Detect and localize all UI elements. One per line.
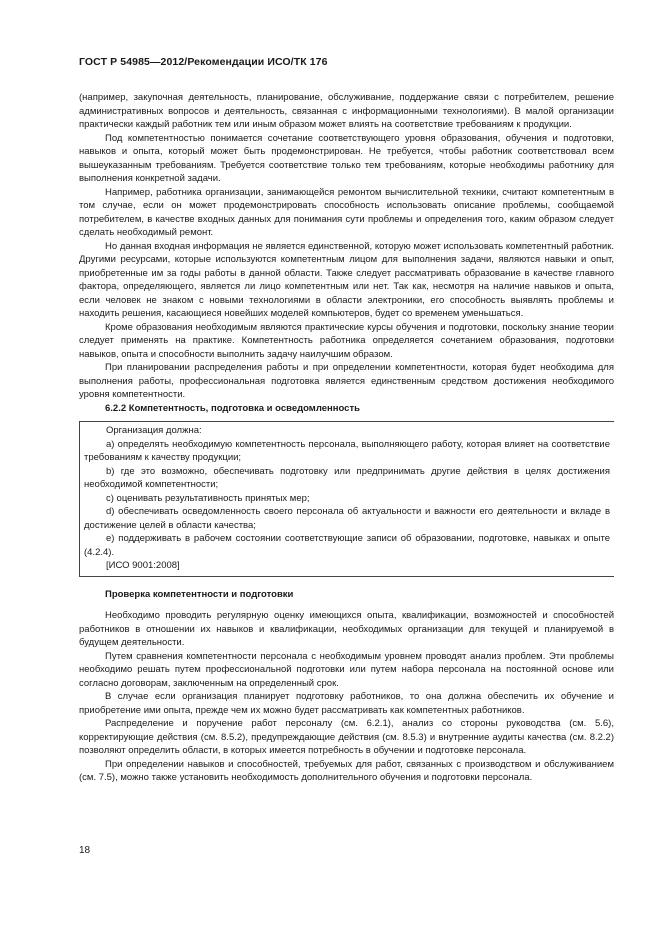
document-page: [79, 56, 614, 785]
paragraph: Необходимо проводить регулярную оценку имеющихся опыта, квалификации, возможностей и способностей работников в отношении их навыков и квалификации, необходимых организации для текущей и планируемой в будущем деятельности.: [79, 610, 614, 648]
paragraph: Но данная входная информация не является единственной, которую может использовать компетентный работник. Другими ресурсами, которые используются компетентным лицом для выполнения задачи, являются навыки и опыт, приобретенные им за годы работы в данной области. Также следует рассматривать образование в качестве главного фактора, определяющего, является ли лицо компетентным или нет. Так как, несмотря на наличие навыков и опыта, если человек не знаком с новыми технологиями в области электроники, его способность выявлять проблемы и находить решения, касающиеся новейших моделей компьютеров, будет со временем уменьшаться.: [79, 240, 614, 319]
quote-line: b) где это возможно, обеспечивать подготовку или предпринимать другие действия в целях достижения необходимой компетентности;: [84, 465, 610, 490]
quote-line: c) оценивать результативность принятых мер;: [106, 492, 310, 504]
section-verification: [79, 588, 614, 785]
quote-line: a) определять необходимую компетентность персонала, выполняющего работу, которая влияет на соответствие требованиям к качеству продукции;: [84, 438, 610, 463]
section-title: Проверка компетентности и подготовки: [105, 588, 294, 600]
paragraph: Кроме образования необходимым являются практические курсы обучения и подготовки, поскольку знание теории следует применять на практике. Компетентность работника определяется сочетанием образования, подготовки навыков, опыта и способности выполнить задачу наилучшим образом.: [79, 321, 614, 360]
paragraph: В случае если организация планирует подготовку работников, то она должна обеспечить их обучение и приобретение ими опыта, прежде чем их можно будет рассматривать как компетентных работников.: [79, 691, 614, 716]
document-header: ГОСТ Р 54985—2012/Рекомендации ИСО/ТК 176: [79, 56, 328, 68]
quote-line: e) поддерживать в рабочем состоянии соответствующие записи об образовании, подготовке, навыках и опыте (4.2.4).: [84, 533, 610, 558]
paragraph: Распределение и поручение работ персоналу (см. 6.2.1), анализ со стороны руководства (см. 5.6), корректирующие действия (см. 8.5.2), предупреждающие действия (см. 8.5.3) и внутренние аудиты качества (см. 8.2.2) позволяют определить области, в которых имеется потребность в обучении и подготовке персонала.: [79, 718, 614, 756]
standard-quote-box: [79, 421, 614, 577]
quote-reference: [ИСО 9001:2008]: [106, 560, 180, 571]
paragraph: Путем сравнения компетентности персонала с необходимым уровнем проводят анализ проблем. Эти проблемы необходимо решать путем профессиональной подготовки или путем набора персонала на постоянной основе или согласно договорам, заключенным на определенный срок.: [79, 650, 614, 689]
quote-line: d) обеспечивать осведомленность своего персонала об актуальности и важности его деятельности и вкладе в достижение целей в области качества;: [84, 506, 610, 531]
page-number: 18: [79, 845, 91, 856]
body-text: [79, 91, 614, 402]
subsection-title: 6.2.2 Компетентность, подготовка и осведомленность: [105, 402, 360, 414]
paragraph: Под компетентностью понимается сочетание соответствующего уровня образования, обучения и подготовки, навыков и опыта, который может быть продемонстрирован. Не требуется, чтобы работник соответствовал всем вышеуказанным требованиям. Требуется соответствие только тем требованиям, которые необходимы работнику для выполнения конкретной задачи.: [79, 132, 614, 184]
quote-line: Организация должна:: [106, 425, 202, 436]
paragraph: При планировании распределения работы и при определении компетентности, которая будет необходима для выполнения работы, профессиональная подготовка является единственным средством достижения необходимого уровня компетентности.: [79, 362, 614, 400]
paragraph: (например, закупочная деятельность, планирование, обслуживание, поддержание связи с потребителем, решение административных вопросов и деятельность, связанная с информационными технологиями). В малой организации практически каждый работник тем или иным образом может влиять на соответствие требованиям к продукции.: [79, 92, 614, 130]
paragraph: При определении навыков и способностей, требуемых для работ, связанных с производством и обслуживанием (см. 7.5), можно также установить необходимость дополнительного обучения и подготовки персонала.: [79, 758, 614, 783]
paragraph: Например, работника организации, занимающейся ремонтом вычислительной техники, считают компетентным в том случае, если он может продемонстрировать способность использовать описание проблемы, сообщаемой потребителем, в качестве входных данных для понимания сути проблемы и определения того, каким образом следует сделать необходимый ремонт.: [79, 186, 614, 238]
